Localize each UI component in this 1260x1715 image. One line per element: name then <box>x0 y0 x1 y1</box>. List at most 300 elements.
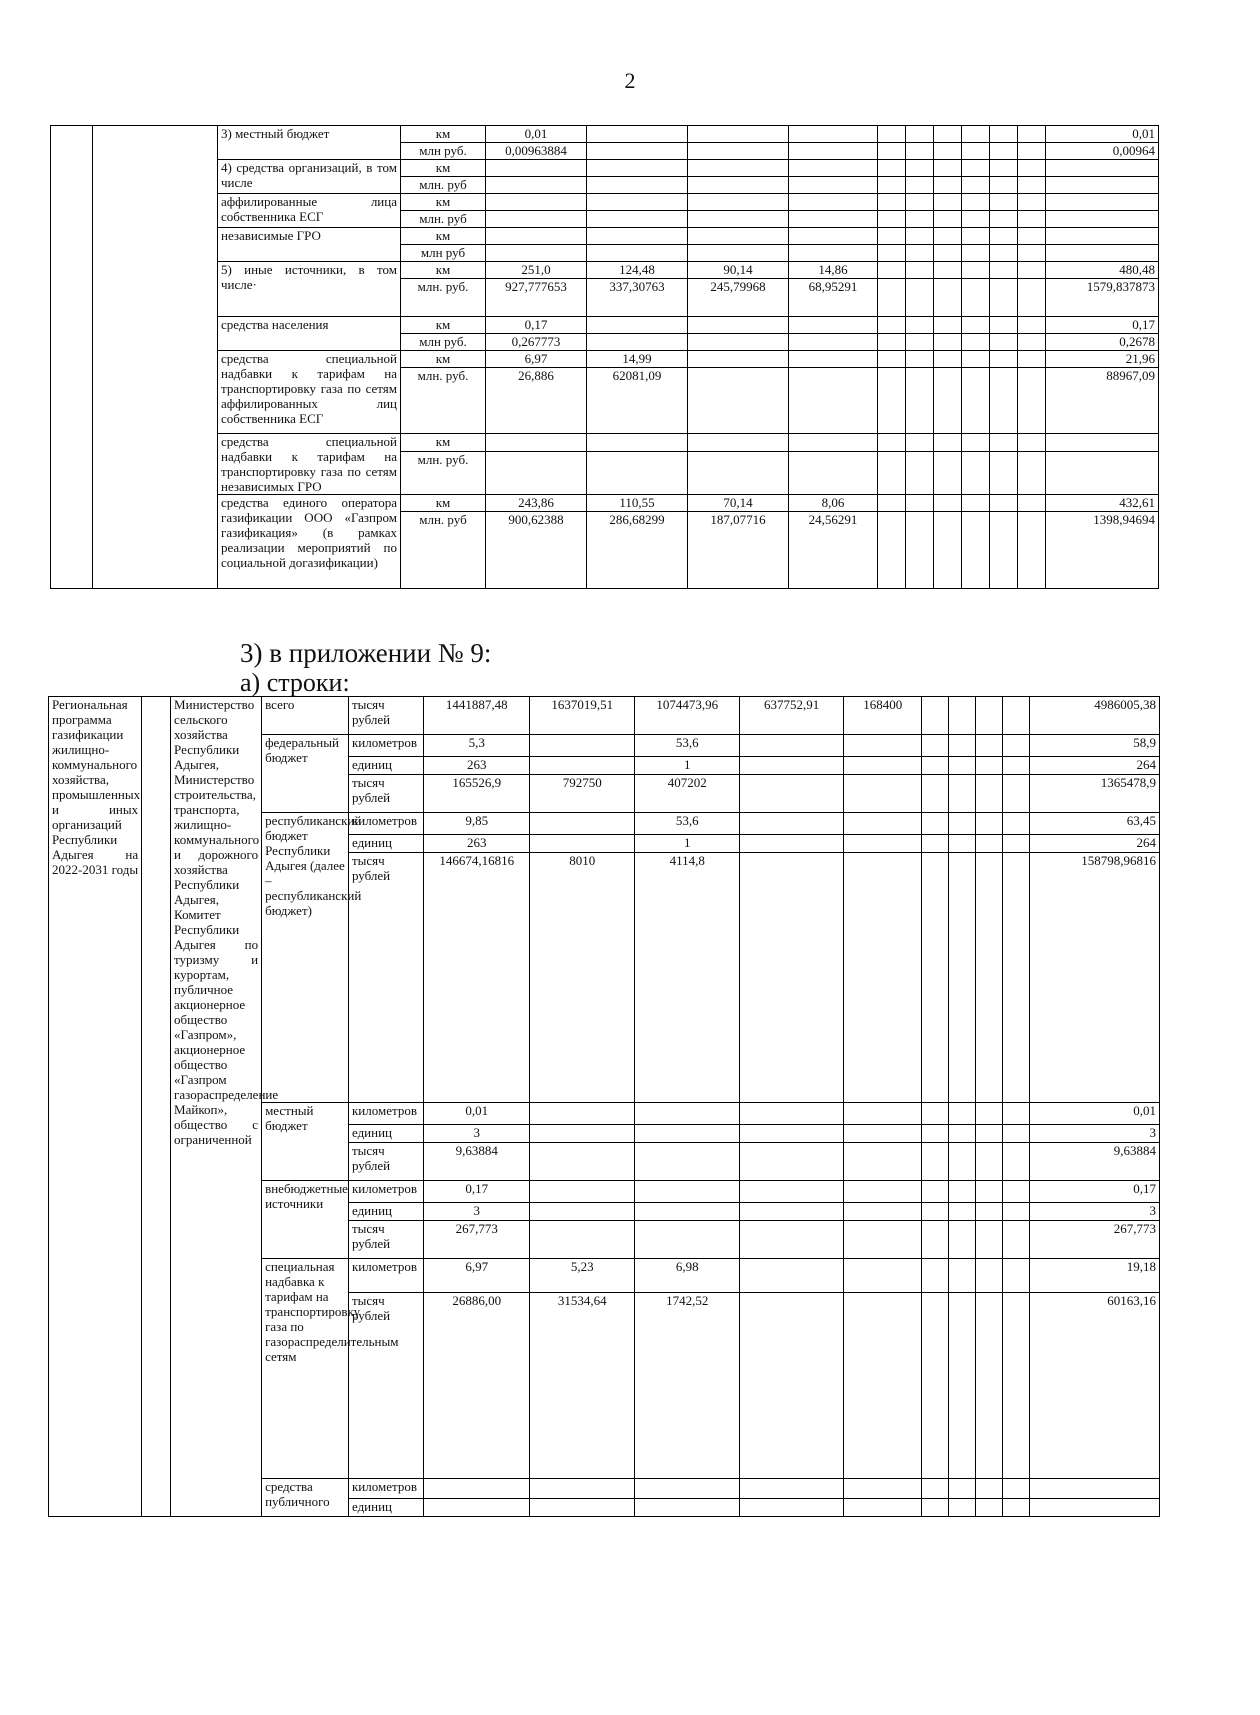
t1-rub-value <box>587 143 688 160</box>
t1-unit-km: км <box>401 262 486 279</box>
t2-empty-year <box>921 1479 948 1499</box>
t1-empty-year <box>990 368 1018 434</box>
t2-value <box>635 1203 739 1221</box>
t2-source-name: специальная надбавка к тарифам на транспортировку газа по газораспределительным сетям <box>262 1259 349 1479</box>
t1-row-km <box>51 228 1159 245</box>
t1-km-value <box>688 351 789 368</box>
t1-empty-year <box>934 368 962 434</box>
t2-empty-year <box>1002 1259 1029 1293</box>
t1-rub-total <box>1046 245 1159 262</box>
t1-empty-year <box>990 211 1018 228</box>
t2-value: 3 <box>424 1125 530 1143</box>
t1-empty-year <box>906 177 934 194</box>
t1-km-value <box>587 160 688 177</box>
t1-empty-year <box>962 177 990 194</box>
t2-empty-year <box>1002 735 1029 757</box>
t2-empty-year <box>948 813 975 835</box>
t1-row-km <box>51 434 1159 452</box>
t1-unit-km: км <box>401 160 486 177</box>
t1-empty-year <box>906 194 934 211</box>
t2-row-sum <box>1029 1479 1159 1499</box>
t1-source-name: 4) средства организаций, в том числе <box>218 160 401 194</box>
t1-empty-year <box>878 451 906 494</box>
t1-km-value <box>486 434 587 452</box>
t1-rub-value: 187,07716 <box>688 512 789 589</box>
t1-empty-year <box>934 126 962 143</box>
t1-km-value: 0,01 <box>486 126 587 143</box>
t1-km-value <box>486 228 587 245</box>
t1-rub-value <box>587 451 688 494</box>
t1-empty-year <box>906 228 934 245</box>
t2-value <box>844 813 922 835</box>
t2-value: 9,63884 <box>424 1143 530 1181</box>
t2-empty-year <box>921 835 948 853</box>
t1-empty-year <box>878 194 906 211</box>
t1-empty-year <box>990 228 1018 245</box>
t1-rub-total <box>1046 211 1159 228</box>
t1-km-total: 0,17 <box>1046 317 1159 334</box>
t1-km-total: 432,61 <box>1046 495 1159 512</box>
t2-value <box>529 735 635 757</box>
t2-value <box>635 1103 739 1125</box>
t2-empty-year <box>975 735 1002 757</box>
t1-rub-value: 900,62388 <box>486 512 587 589</box>
t1-source-name: независимые ГРО <box>218 228 401 262</box>
t1-empty-year <box>1018 126 1046 143</box>
t1-row-km <box>51 351 1159 368</box>
t1-km-value <box>688 434 789 452</box>
t1-empty-year <box>990 451 1018 494</box>
t2-empty-year <box>948 1221 975 1259</box>
t1-unit-km: км <box>401 194 486 211</box>
t2-empty-year <box>1002 757 1029 775</box>
t2-empty-year <box>921 1125 948 1143</box>
t1-rub-value <box>587 245 688 262</box>
t1-km-value <box>789 160 878 177</box>
t2-value: 5,3 <box>424 735 530 757</box>
t2-value: 31534,64 <box>529 1293 635 1479</box>
t2-total-value: 168400 <box>844 697 922 735</box>
t2-row-sum: 58,9 <box>1029 735 1159 757</box>
t1-km-total: 480,48 <box>1046 262 1159 279</box>
t1-empty-year <box>990 143 1018 160</box>
t2-empty-year <box>975 1259 1002 1293</box>
t1-km-value: 90,14 <box>688 262 789 279</box>
t1-km-value: 8,06 <box>789 495 878 512</box>
t1-unit-rub: млн руб. <box>401 143 486 160</box>
t2-value <box>844 1143 922 1181</box>
t1-empty-year <box>1018 279 1046 317</box>
t1-rub-value: 337,30763 <box>587 279 688 317</box>
t2-empty-year <box>921 735 948 757</box>
t2-empty-year <box>975 697 1002 735</box>
t2-row-sum: 264 <box>1029 835 1159 853</box>
t1-km-value: 251,0 <box>486 262 587 279</box>
t1-empty-col2 <box>93 126 218 589</box>
t1-rub-value <box>789 334 878 351</box>
t1-empty-year <box>962 512 990 589</box>
t1-empty-year <box>906 495 934 512</box>
t1-unit-rub: млн. руб. <box>401 368 486 434</box>
t1-rub-value <box>789 177 878 194</box>
t2-value <box>739 757 843 775</box>
t1-empty-year <box>990 126 1018 143</box>
t1-empty-year <box>1018 194 1046 211</box>
t1-empty-year <box>1018 434 1046 452</box>
t2-total-sum: 4986005,38 <box>1029 697 1159 735</box>
t1-km-value: 124,48 <box>587 262 688 279</box>
t1-empty-year <box>878 160 906 177</box>
t2-total-label: всего <box>262 697 349 735</box>
t2-empty-year <box>948 1143 975 1181</box>
t2-value <box>635 1181 739 1203</box>
t2-empty-year <box>975 813 1002 835</box>
t1-unit-km: км <box>401 495 486 512</box>
t2-source-name: местный бюджет <box>262 1103 349 1181</box>
t2-source-name: федеральный бюджет <box>262 735 349 813</box>
t1-unit-rub: млн руб. <box>401 334 486 351</box>
t2-empty-year <box>975 1221 1002 1259</box>
t1-empty-year <box>934 317 962 334</box>
t1-empty-year <box>962 211 990 228</box>
t1-unit-rub: млн. руб <box>401 512 486 589</box>
t1-unit-km: км <box>401 317 486 334</box>
t1-empty-year <box>990 160 1018 177</box>
t1-empty-year <box>1018 495 1046 512</box>
t2-empty-year <box>1002 1181 1029 1203</box>
t1-empty-year <box>990 351 1018 368</box>
t2-empty-year <box>948 1479 975 1499</box>
t1-empty-year <box>934 334 962 351</box>
t2-value <box>844 757 922 775</box>
t1-empty-year <box>990 279 1018 317</box>
t1-rub-value <box>688 334 789 351</box>
t1-km-value: 70,14 <box>688 495 789 512</box>
t1-km-value <box>486 160 587 177</box>
t1-empty-year <box>878 351 906 368</box>
t1-empty-year <box>906 245 934 262</box>
t1-empty-year <box>906 351 934 368</box>
t2-empty-year <box>975 1143 1002 1181</box>
t2-empty-year <box>975 757 1002 775</box>
t1-rub-value <box>789 368 878 434</box>
t2-empty-year <box>1002 813 1029 835</box>
t1-rub-total <box>1046 451 1159 494</box>
t1-empty-year <box>934 143 962 160</box>
t1-rub-value <box>587 211 688 228</box>
t2-value <box>529 1125 635 1143</box>
t2-value <box>635 1499 739 1517</box>
t2-empty-year <box>1002 1143 1029 1181</box>
t2-value: 1 <box>635 757 739 775</box>
t2-row-sum: 19,18 <box>1029 1259 1159 1293</box>
t1-empty-year <box>878 126 906 143</box>
t1-empty-year <box>906 451 934 494</box>
t2-empty-year <box>948 1103 975 1125</box>
t1-unit-rub: млн. руб. <box>401 279 486 317</box>
t2-value <box>529 1181 635 1203</box>
t2-unit: тысяч рублей <box>348 775 424 813</box>
t2-row-sum: 264 <box>1029 757 1159 775</box>
t1-empty-year <box>990 495 1018 512</box>
t2-value <box>739 1103 843 1125</box>
t2-value: 1 <box>635 835 739 853</box>
t2-empty-year <box>948 1125 975 1143</box>
t2-row-sum: 158798,96816 <box>1029 853 1159 1103</box>
t1-km-total <box>1046 194 1159 211</box>
t2-empty-year <box>975 835 1002 853</box>
t1-empty-year <box>962 160 990 177</box>
t2-empty-year <box>948 1181 975 1203</box>
t1-empty-year <box>934 451 962 494</box>
t2-value: 165526,9 <box>424 775 530 813</box>
t1-km-value: 0,17 <box>486 317 587 334</box>
t2-empty-year <box>921 1181 948 1203</box>
t2-empty-year <box>921 757 948 775</box>
t2-empty-year <box>948 697 975 735</box>
t1-empty-year <box>878 279 906 317</box>
t2-value: 267,773 <box>424 1221 530 1259</box>
t2-row-sum: 267,773 <box>1029 1221 1159 1259</box>
t1-empty-year <box>1018 211 1046 228</box>
t2-empty-year <box>921 1293 948 1479</box>
t2-value <box>529 813 635 835</box>
t1-empty-year <box>1018 451 1046 494</box>
t1-rub-value: 245,79968 <box>688 279 789 317</box>
t2-empty-col <box>142 697 171 1517</box>
t2-unit: километров <box>348 735 424 757</box>
t2-value <box>739 735 843 757</box>
t1-rub-value <box>587 334 688 351</box>
t1-empty-year <box>906 143 934 160</box>
t1-km-value <box>789 317 878 334</box>
t2-value <box>739 1203 843 1221</box>
t2-total-row <box>49 697 1160 735</box>
t2-value <box>739 1125 843 1143</box>
t2-value <box>739 1499 843 1517</box>
t2-value <box>844 1181 922 1203</box>
t1-empty-year <box>934 495 962 512</box>
t2-empty-year <box>948 775 975 813</box>
t2-empty-year <box>921 853 948 1103</box>
t2-value <box>529 1143 635 1181</box>
t1-empty-year <box>934 160 962 177</box>
t1-empty-year <box>934 434 962 452</box>
t1-empty-col1 <box>51 126 93 589</box>
t1-unit-km: км <box>401 434 486 452</box>
t2-value: 4114,8 <box>635 853 739 1103</box>
t1-rub-value <box>486 451 587 494</box>
t2-empty-year <box>1002 1221 1029 1259</box>
t1-empty-year <box>878 512 906 589</box>
t2-empty-year <box>948 835 975 853</box>
t1-empty-year <box>906 334 934 351</box>
t1-empty-year <box>990 177 1018 194</box>
t1-km-value <box>688 194 789 211</box>
t1-empty-year <box>878 211 906 228</box>
t2-empty-year <box>948 1293 975 1479</box>
t1-rub-total <box>1046 177 1159 194</box>
t2-value: 0,17 <box>424 1181 530 1203</box>
t2-total-unit: тысяч рублей <box>348 697 424 735</box>
t2-value <box>635 1143 739 1181</box>
t1-empty-year <box>990 334 1018 351</box>
t2-row-sum: 0,01 <box>1029 1103 1159 1125</box>
t2-empty-year <box>1002 835 1029 853</box>
t1-empty-year <box>906 368 934 434</box>
t2-value: 9,85 <box>424 813 530 835</box>
t2-value: 263 <box>424 757 530 775</box>
t2-unit: тысяч рублей <box>348 1293 424 1479</box>
t1-rub-value: 0,00963884 <box>486 143 587 160</box>
t1-rub-value <box>688 451 789 494</box>
t1-km-value: 6,97 <box>486 351 587 368</box>
t2-total-value: 1637019,51 <box>529 697 635 735</box>
t2-value <box>844 1203 922 1221</box>
t1-empty-year <box>906 211 934 228</box>
t2-row-sum: 9,63884 <box>1029 1143 1159 1181</box>
t2-empty-year <box>1002 1479 1029 1499</box>
t2-value: 6,98 <box>635 1259 739 1293</box>
t1-km-value <box>688 160 789 177</box>
t2-value <box>529 1499 635 1517</box>
t2-empty-year <box>921 1221 948 1259</box>
t1-empty-year <box>990 245 1018 262</box>
t2-value <box>635 1221 739 1259</box>
t1-source-name: аффилированные лица собственника ЕСГ <box>218 194 401 228</box>
t2-value: 407202 <box>635 775 739 813</box>
t2-value <box>739 813 843 835</box>
t2-value <box>529 835 635 853</box>
t1-empty-year <box>878 177 906 194</box>
t1-empty-year <box>878 434 906 452</box>
t2-empty-year <box>1002 1293 1029 1479</box>
t2-unit: километров <box>348 1103 424 1125</box>
t2-empty-year <box>921 1143 948 1181</box>
funding-table-top <box>50 125 1159 589</box>
t1-empty-year <box>990 317 1018 334</box>
t2-unit: тысяч рублей <box>348 853 424 1103</box>
t1-km-value <box>587 126 688 143</box>
t1-empty-year <box>934 512 962 589</box>
t2-empty-year <box>921 775 948 813</box>
t1-empty-year <box>1018 351 1046 368</box>
t1-unit-rub: млн. руб <box>401 177 486 194</box>
t2-value: 792750 <box>529 775 635 813</box>
t2-empty-year <box>948 757 975 775</box>
t1-empty-year <box>906 262 934 279</box>
t1-source-name: 5) иные источники, в том числе· <box>218 262 401 317</box>
t1-empty-year <box>878 495 906 512</box>
t2-value: 26886,00 <box>424 1293 530 1479</box>
t1-empty-year <box>962 262 990 279</box>
t1-rub-value <box>688 211 789 228</box>
t2-unit: километров <box>348 1259 424 1293</box>
t2-value <box>844 775 922 813</box>
t1-rub-value: 24,56291 <box>789 512 878 589</box>
t2-value: 6,97 <box>424 1259 530 1293</box>
t1-empty-year <box>934 228 962 245</box>
t1-empty-year <box>1018 262 1046 279</box>
t2-empty-year <box>1002 853 1029 1103</box>
t1-km-value <box>789 228 878 245</box>
t1-rub-value <box>789 451 878 494</box>
t2-value <box>529 1203 635 1221</box>
t1-empty-year <box>934 194 962 211</box>
t2-unit: километров <box>348 1181 424 1203</box>
t2-value <box>844 835 922 853</box>
t2-source-name: внебюджетные источники <box>262 1181 349 1259</box>
t2-empty-year <box>1002 1125 1029 1143</box>
t1-empty-year <box>934 279 962 317</box>
t1-source-name: 3) местный бюджет <box>218 126 401 160</box>
t2-row-sum <box>1029 1499 1159 1517</box>
t1-km-value <box>688 228 789 245</box>
t1-empty-year <box>990 262 1018 279</box>
t1-km-total <box>1046 160 1159 177</box>
t1-empty-year <box>1018 245 1046 262</box>
t2-row-sum: 60163,16 <box>1029 1293 1159 1479</box>
t1-row-km <box>51 194 1159 211</box>
t2-value: 0,01 <box>424 1103 530 1125</box>
t2-empty-year <box>1002 1499 1029 1517</box>
t1-empty-year <box>962 317 990 334</box>
t1-empty-year <box>962 351 990 368</box>
t1-empty-year <box>934 351 962 368</box>
t2-unit: единиц <box>348 1499 424 1517</box>
t1-empty-year <box>934 211 962 228</box>
t2-value: 1742,52 <box>635 1293 739 1479</box>
t2-unit: единиц <box>348 1203 424 1221</box>
t1-rub-value: 0,267773 <box>486 334 587 351</box>
t2-value <box>844 1125 922 1143</box>
t2-empty-year <box>921 1103 948 1125</box>
t1-km-value <box>587 434 688 452</box>
t2-unit: тысяч рублей <box>348 1221 424 1259</box>
t1-empty-year <box>962 126 990 143</box>
t2-value: 3 <box>424 1203 530 1221</box>
t2-executors: Министерство сельского хозяйства Республики Адыгея, Министерство строительства, транспорта, жилищно-коммунального и дорожного хозяйства Республики Адыгея, Комитет Республики Адыгея по туризму и курортам, публичное акционерное общество «Газпром», акционерное общество «Газпром газораспределение Майкоп», общество с ограниченной <box>171 697 262 1517</box>
t2-empty-year <box>948 1203 975 1221</box>
t2-row-sum: 63,45 <box>1029 813 1159 835</box>
t1-rub-value <box>486 177 587 194</box>
t2-value: 146674,16816 <box>424 853 530 1103</box>
t2-value <box>739 1479 843 1499</box>
t1-empty-year <box>1018 317 1046 334</box>
t1-empty-year <box>962 228 990 245</box>
t1-unit-rub: млн. руб. <box>401 451 486 494</box>
t2-value <box>529 1103 635 1125</box>
t1-empty-year <box>962 245 990 262</box>
t2-value <box>844 1293 922 1479</box>
t2-value <box>739 1259 843 1293</box>
t1-empty-year <box>878 228 906 245</box>
t1-unit-km: км <box>401 126 486 143</box>
t1-km-value <box>587 228 688 245</box>
t1-km-total: 21,96 <box>1046 351 1159 368</box>
t1-source-name: средства специальной надбавки к тарифам на транспортировку газа по сетям аффилированных лиц собственника ЕСГ <box>218 351 401 434</box>
t1-rub-value <box>587 177 688 194</box>
t2-value <box>844 1479 922 1499</box>
t1-rub-value <box>688 177 789 194</box>
t1-empty-year <box>962 334 990 351</box>
t1-empty-year <box>962 194 990 211</box>
t1-rub-value <box>789 245 878 262</box>
page-number: 2 <box>624 68 636 93</box>
t2-empty-year <box>948 853 975 1103</box>
t2-row-sum: 3 <box>1029 1125 1159 1143</box>
t2-empty-year <box>921 1203 948 1221</box>
